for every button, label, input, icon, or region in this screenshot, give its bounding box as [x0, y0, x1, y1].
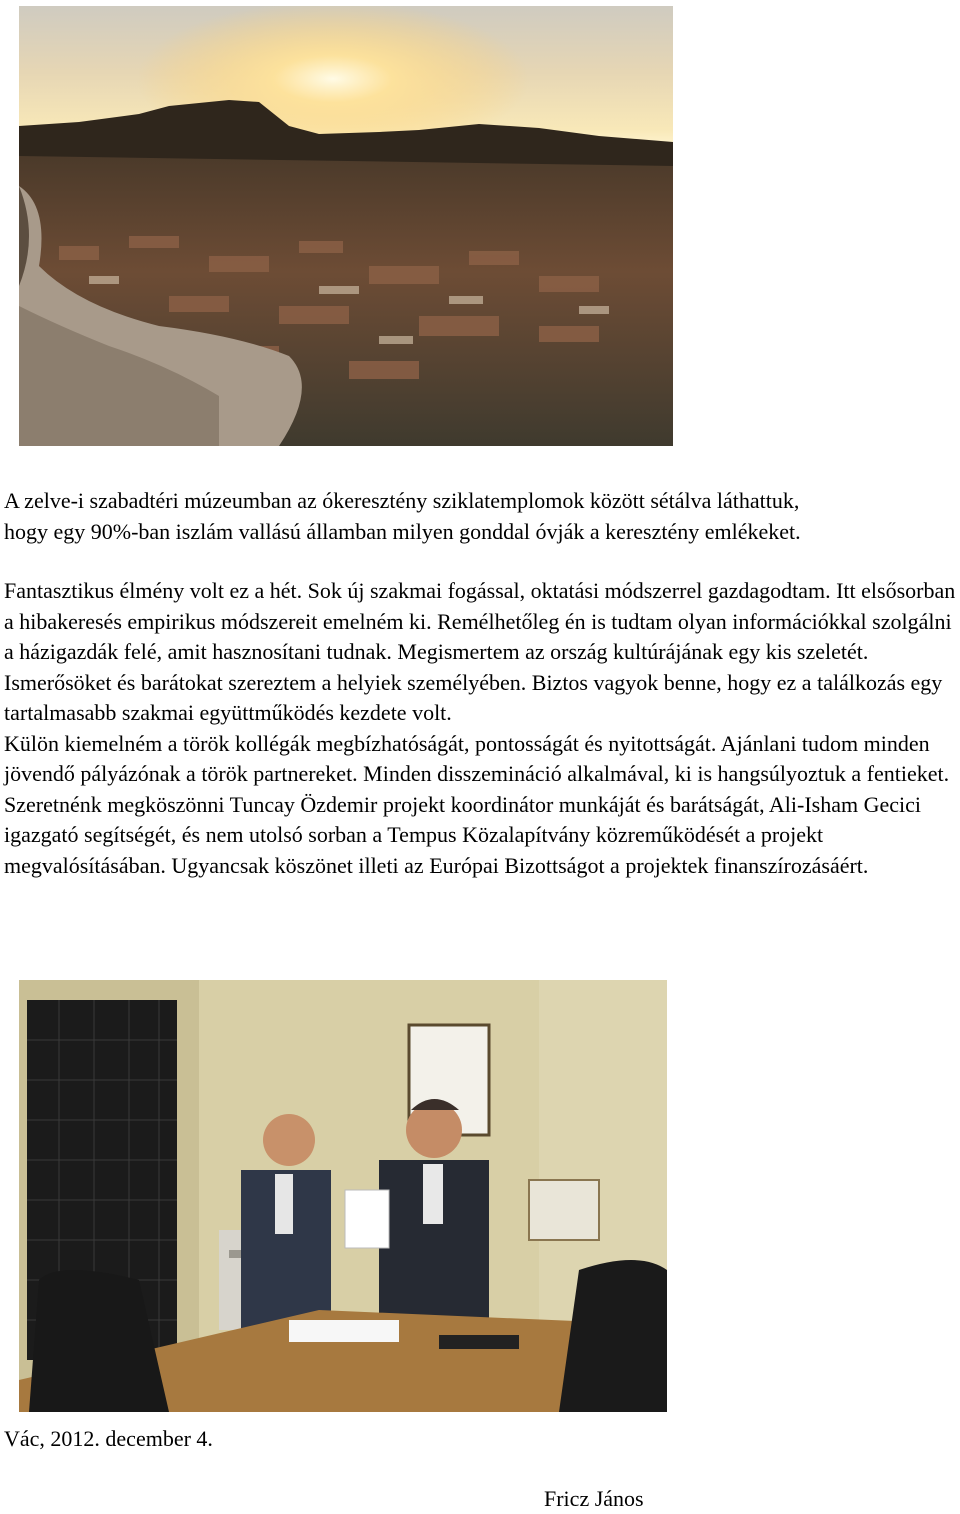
museum-paragraph-line-2: hogy egy 90%-ban iszlám vallású államban milyen gonddal óvják a keresztény emlékeket.	[4, 518, 801, 544]
author-signature: Fricz János	[544, 1486, 644, 1511]
experience-paragraph: Fantasztikus élmény volt ez a hét. Sok új szakmai fogással, oktatási módszerrel gazdagodtam. Itt elsősorban a hibakeresés empirikus módszereit emelném ki. Remélhetőleg én is tudtam olyan információkkal szolgálni a házigazdák felé, amit hasznosítani tudnak. Megismertem az ország kultúrájának egy kis szeletét. Ismerősöket és barátokat szereztem a helyiek személyében. Biztos vagyok benne, hogy ez a találkozás egy tartalmasabb szakmai együttműködés kezdete volt.	[4, 578, 956, 725]
main-text	[4, 576, 958, 881]
partners-paragraph: Külön kiemelném a török kollégák megbízhatóságát, pontosságát és nyitottságát. Ajánlani tudom minden jövendő pályázónak a török partnereket. Minden disszemináció alkalmával, ki is hangsúlyoztuk a fentieket.	[4, 730, 950, 786]
sunset-town-photo	[19, 6, 673, 446]
museum-paragraph	[4, 486, 958, 547]
office-handshake-photo	[19, 980, 667, 1412]
place-and-date: Vác, 2012. december 4.	[4, 1426, 213, 1451]
museum-paragraph-line-1: A zelve-i szabadtéri múzeumban az ókeresztény sziklatemplomok között sétálva láthattuk,	[4, 488, 800, 513]
thanks-paragraph: Szeretnénk megköszönni Tuncay Özdemir projekt koordinátor munkáját és barátságát, Ali-Isham Gecici igazgató segítségét, és nem utolsó sorban a Tempus Közalapítvány közreműködését a projekt megvalósításában. Ugyancsak köszönet illeti az Európai Bizottságot a projektek finanszírozásáért.	[4, 791, 922, 878]
